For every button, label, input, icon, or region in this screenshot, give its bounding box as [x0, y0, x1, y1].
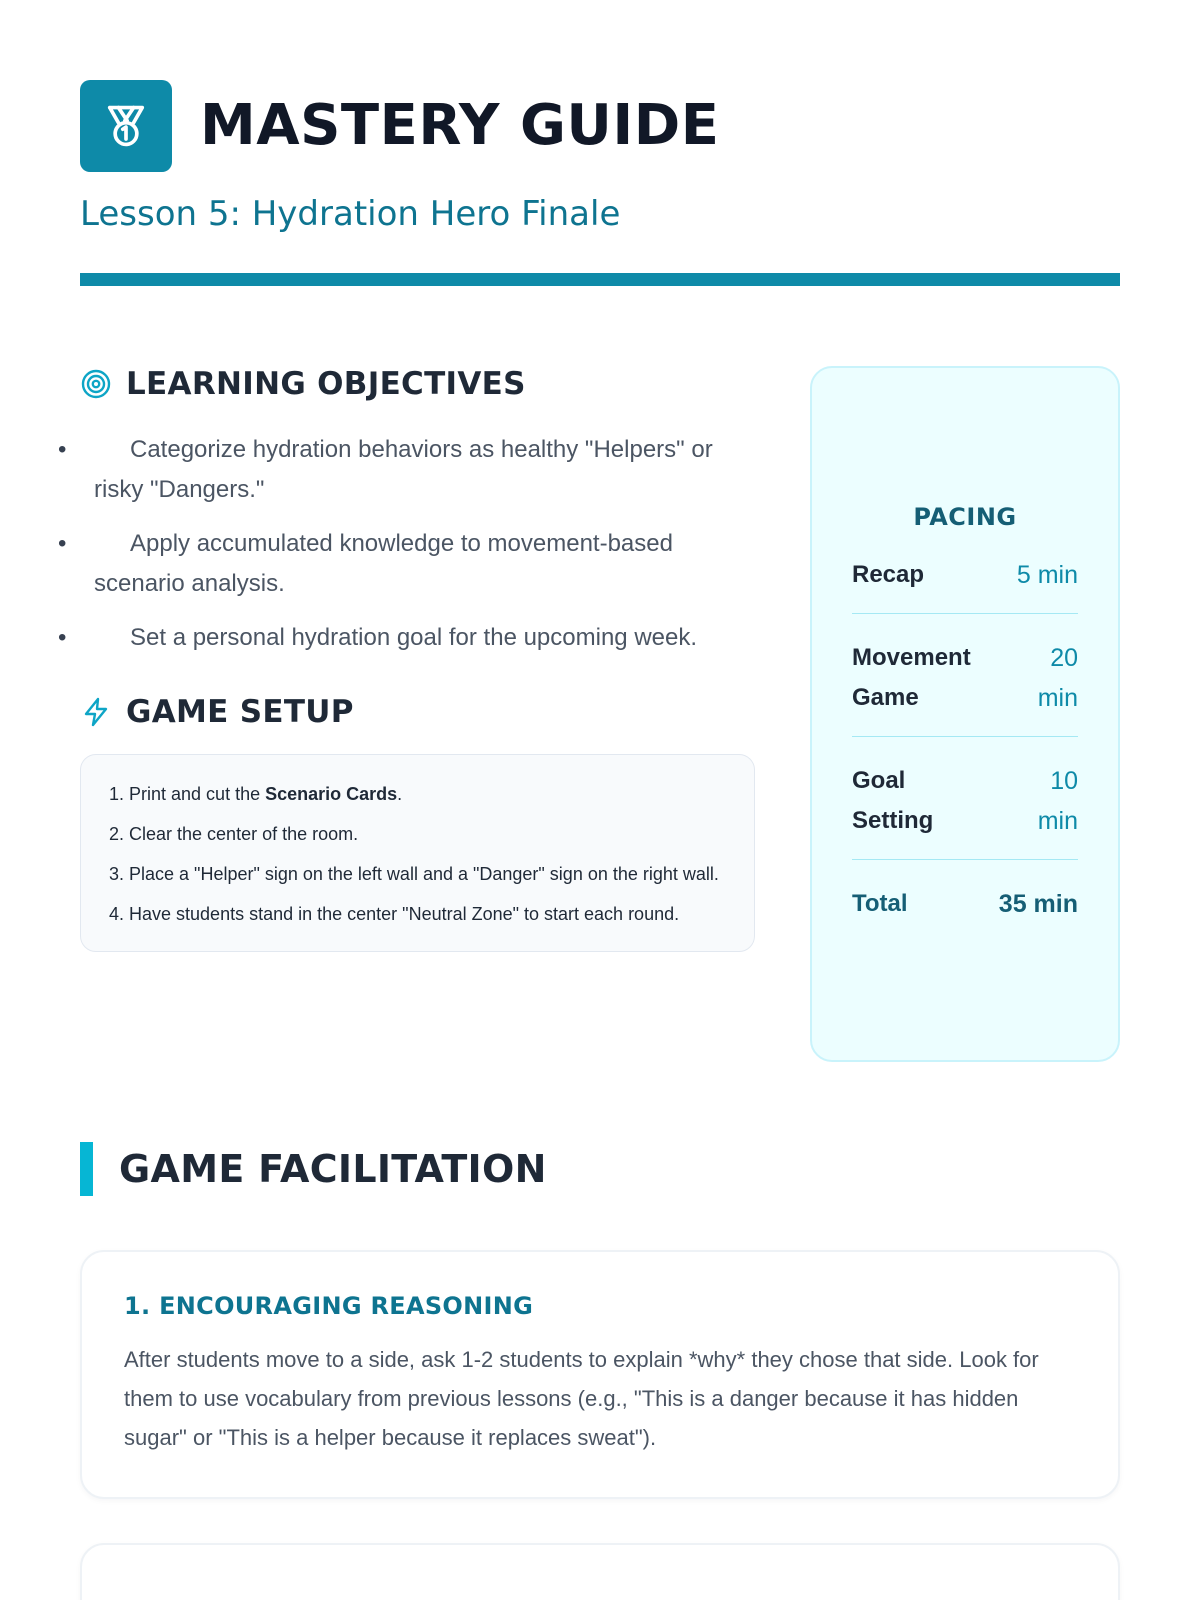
pacing-value: 5 min: [1016, 561, 1078, 590]
list-item: • Apply accumulated knowledge to movement-based scenario analysis.: [94, 524, 755, 604]
setup-steps-list: [109, 781, 726, 927]
setup-heading: [80, 694, 755, 730]
scenario-cards-label: Scenario Cards: [265, 783, 398, 804]
list-item: 3. Place a "Helper" sign on the left wall and a "Danger" sign on the right wall.: [109, 863, 719, 884]
pacing-card: [810, 366, 1120, 1062]
card-title: 1. ENCOURAGING REASONING: [124, 1291, 534, 1320]
left-column: [80, 366, 755, 952]
card-body: After students move to a side, ask 1-2 students to explain *why* they chose that side. Look for them to use vocabulary from previous lessons (e.g., "This is a danger because it has hidden sugar" or "This is a helper because it replaces sweat").: [124, 1346, 1039, 1450]
pacing-value: 20 min: [1037, 644, 1078, 713]
list-item: • Set a personal hydration goal for the upcoming week.: [94, 618, 755, 658]
pacing-value: 10 min: [1037, 767, 1078, 836]
heading-accent-bar: [80, 1142, 93, 1196]
pacing-total-label: Total: [852, 890, 908, 918]
pacing-label: Movement Game: [852, 644, 971, 712]
page-header: [80, 80, 1120, 172]
pacing-total-value: 35 min: [998, 890, 1078, 919]
overview-section: [80, 366, 1120, 1062]
setup-heading-text: GAME SETUP: [126, 693, 354, 730]
objectives-heading: [80, 366, 755, 402]
list-item: • Categorize hydration behaviors as healthy "Helpers" or risky "Dangers.": [94, 430, 755, 510]
objectives-heading-text: LEARNING OBJECTIVES: [126, 365, 526, 402]
setup-steps-box: [80, 754, 755, 952]
medal-icon: [80, 80, 172, 172]
lesson-subtitle: Lesson 5: Hydration Hero Finale: [80, 194, 621, 234]
pacing-row: [852, 761, 1078, 860]
lightning-icon: [80, 696, 112, 728]
facilitation-heading: [80, 1142, 1120, 1196]
list-item: 2. Clear the center of the room.: [109, 823, 359, 844]
pacing-row: [852, 555, 1078, 614]
pacing-label: Goal Setting: [852, 767, 934, 835]
facilitation-heading-text: GAME FACILITATION: [119, 1146, 547, 1191]
page-title: MASTERY GUIDE: [200, 93, 720, 158]
list-item: 1. Print and cut the Scenario Cards.: [109, 783, 403, 804]
objectives-list: [80, 430, 755, 658]
pacing-row: [852, 638, 1078, 737]
pacing-label: Recap: [852, 561, 925, 589]
facilitation-card: [80, 1250, 1120, 1499]
header-divider: [80, 273, 1120, 286]
list-item: 4. Have students stand in the center "Neutral Zone" to start each round.: [109, 903, 680, 924]
pacing-title: PACING: [913, 503, 1017, 532]
pacing-total-row: [852, 884, 1078, 924]
target-icon: [80, 368, 112, 400]
facilitation-card-next: [80, 1543, 1120, 1600]
